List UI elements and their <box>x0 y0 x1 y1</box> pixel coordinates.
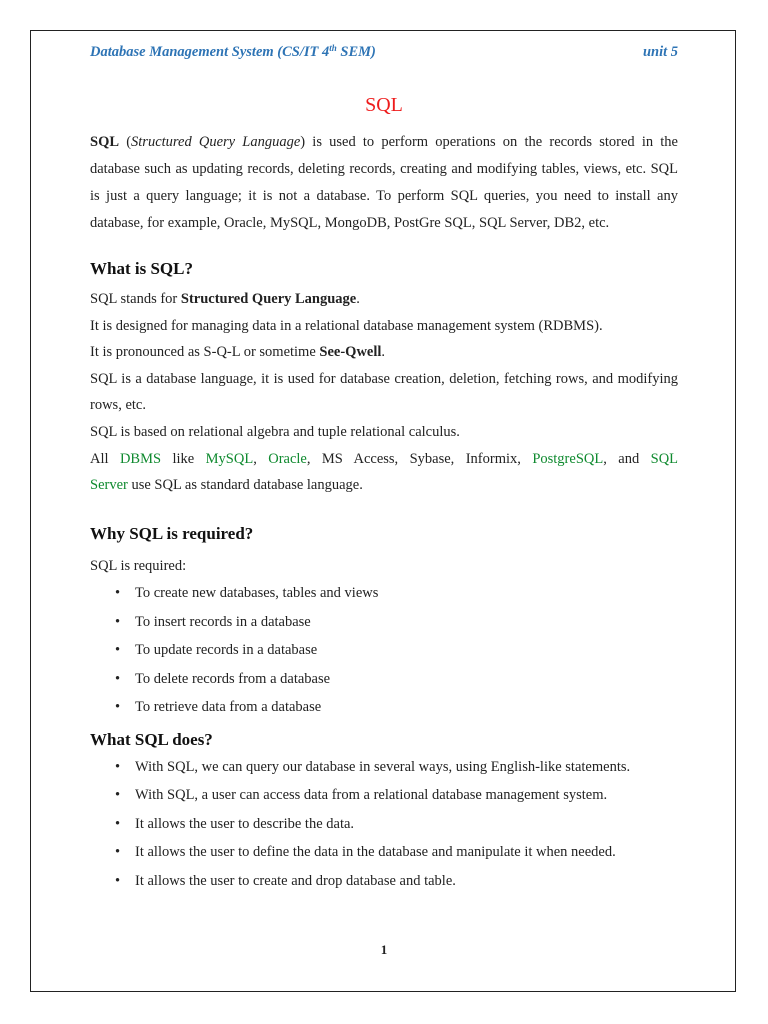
intro-paren: ( <box>119 134 132 150</box>
bullet-icon: • <box>115 670 121 687</box>
pron-end: . <box>381 344 386 361</box>
intro-expansion: Structured Query Language <box>131 134 301 150</box>
list-item-text: To create new databases, tables and views <box>135 585 379 602</box>
sql-stands-for <box>90 286 678 313</box>
list-item <box>90 753 678 782</box>
bullet-icon: • <box>115 815 121 832</box>
sql-database-language: SQL is a database language, it is used for database creation, deletion, fetching rows, and modifying rows, etc. <box>90 370 678 414</box>
bullet-icon: • <box>115 585 121 602</box>
link-postgresql[interactable]: PostgreSQL <box>532 450 604 467</box>
link-sql-server-part1[interactable]: SQL <box>650 450 679 467</box>
stands-bold: Structured Query Language <box>180 291 357 307</box>
list-item <box>90 579 678 608</box>
page-number: 1 <box>380 942 388 957</box>
page-title: SQL <box>365 94 403 116</box>
intro-term: SQL <box>90 134 120 150</box>
unit-label: unit 5 <box>642 44 678 60</box>
document-body <box>90 89 678 895</box>
list-item-text: It allows the user to define the data in the database and manipulate it when needed. <box>135 844 616 861</box>
list-item-text: It allows the user to describe the data. <box>135 815 355 832</box>
dbms-p4: , MS Access, Sybase, Informix, <box>306 450 533 467</box>
pron-prefix: It is pronounced as S-Q-L or sometime <box>90 344 320 361</box>
course-title-superscript: th <box>329 43 337 53</box>
what-sql-does-list <box>90 753 678 896</box>
course-title-text: Database Management System (CS/IT 4 <box>90 44 330 60</box>
list-item-text: To retrieve data from a database <box>135 699 322 716</box>
pron-bold: See-Qwell <box>319 344 382 361</box>
link-sql-server-part2[interactable]: Server <box>90 477 128 494</box>
list-item <box>90 810 678 839</box>
list-item <box>90 636 678 665</box>
sql-dbms-list-line2 <box>90 472 678 499</box>
course-title <box>90 44 376 61</box>
list-item-text: To delete records from a database <box>135 670 331 687</box>
list-item <box>90 867 678 896</box>
list-item <box>90 838 678 867</box>
sql-relational-algebra: SQL is based on relational algebra and tuple relational calculus. <box>90 423 460 440</box>
sql-dbms-list-line1 <box>90 446 678 473</box>
section-heading-what-is-sql: What is SQL? <box>90 259 193 278</box>
list-item <box>90 665 678 694</box>
bullet-icon: • <box>115 844 121 861</box>
section-heading-what-sql-does: What SQL does? <box>90 729 213 749</box>
bullet-icon: • <box>115 872 121 889</box>
section-heading-why-sql: Why SQL is required? <box>90 523 254 543</box>
bullet-icon: • <box>115 758 121 775</box>
list-item <box>90 693 678 722</box>
list-item <box>90 781 678 810</box>
list-item <box>90 608 678 637</box>
list-item-text: To insert records in a database <box>135 613 311 630</box>
list-item-text: It allows the user to create and drop database and table. <box>135 872 456 889</box>
stands-end: . <box>356 291 360 307</box>
sql-designed-for: It is designed for managing data in a relational database management system (RDBMS). <box>90 317 603 334</box>
intro-rest: ) is used to perform operations on the records stored in the database such as updating records, deleting records, creating and modifying tables, views, etc. SQL is just a query language; it is not a database. To perform SQL queries, you need to install any database, for example, Oracle, MySQL, MongoDB, PostGre SQL, SQL Server, DB2, etc. <box>90 134 678 231</box>
sql-pronunciation <box>90 339 678 366</box>
link-mysql[interactable]: MySQL <box>205 450 254 467</box>
bullet-icon: • <box>115 787 121 804</box>
list-item-text: With SQL, we can query our database in several ways, using English-like statements. <box>135 758 631 775</box>
dbms-p1: All <box>90 450 120 467</box>
dbms-p5: , and <box>603 450 651 467</box>
intro-paragraph <box>90 129 678 237</box>
dbms-p6: use SQL as standard database language. <box>127 477 363 494</box>
dbms-p3: , <box>253 450 269 467</box>
bullet-icon: • <box>115 699 121 716</box>
link-oracle[interactable]: Oracle <box>268 450 307 467</box>
bullet-icon: • <box>115 642 121 659</box>
course-title-tail: SEM) <box>336 44 376 60</box>
link-dbms[interactable]: DBMS <box>119 450 162 467</box>
dbms-p2: like <box>161 450 206 467</box>
stands-prefix: SQL stands for <box>90 291 181 307</box>
bullet-icon: • <box>115 613 121 630</box>
sql-required-intro: SQL is required: <box>90 557 187 574</box>
page-header <box>90 44 678 66</box>
list-item-text: With SQL, a user can access data from a relational database management system. <box>135 787 608 804</box>
why-sql-list <box>90 579 678 722</box>
list-item-text: To update records in a database <box>135 642 318 659</box>
